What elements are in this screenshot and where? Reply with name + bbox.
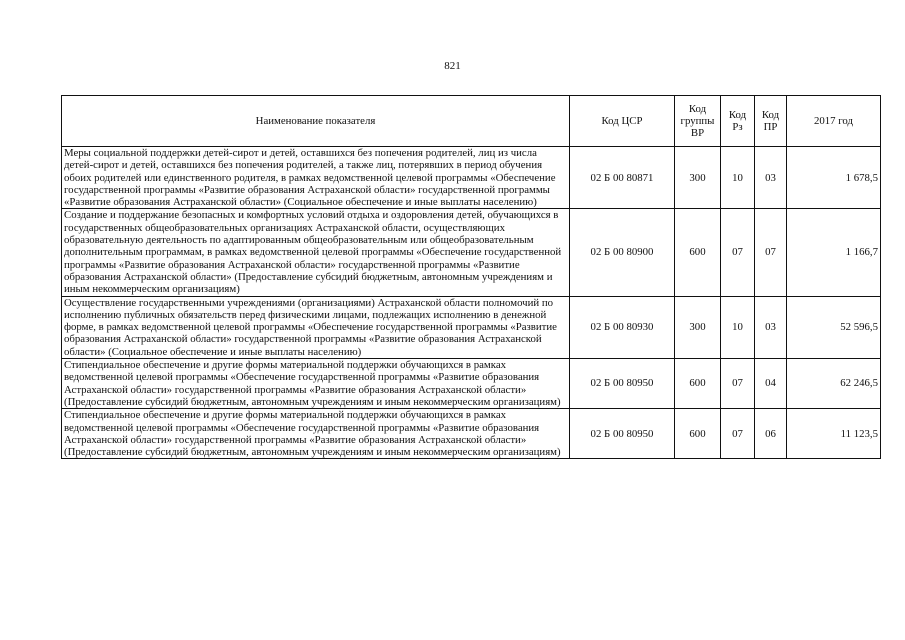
row-name: Создание и поддержание безопасных и комфортных условий отдыха и оздоровления детей, обучающихся в государственных общеобразовательных организациях Астраханской области, осуществляющих образовательную деятельность по адаптированным общеобразовательным или общеобразовательным дополнительным программам, в рамках ведомственной целевой программы «Обеспечение государственной программы «Развитие образования Астраханской области» государственной программы «Развитие образования Астраханской области» (Предоставление субсидий бюджетным, автономным учреждениям и иным некоммерческим организациям) bbox=[62, 209, 570, 296]
row-name: Меры социальной поддержки детей-сирот и детей, оставшихся без попечения родителей, лиц из числа детей-сирот и детей, оставшихся без попечения родителей, а также лиц, потерявших в период обучения обоих родителей или единственного родителя, в рамках ведомственной целевой программы «Обеспечение государственной программы «Развитие образования Астраханской области» государственной программы «Развитие образования Астраханской области» (Социальное обеспечение и иные выплаты населению) bbox=[62, 147, 570, 209]
row-rz: 10 bbox=[721, 296, 755, 358]
row-csr: 02 Б 00 80930 bbox=[570, 296, 675, 358]
row-csr: 02 Б 00 80871 bbox=[570, 147, 675, 209]
row-pr: 06 bbox=[755, 409, 787, 459]
table-row bbox=[62, 296, 881, 358]
row-rz: 07 bbox=[721, 359, 755, 409]
row-rz: 07 bbox=[721, 409, 755, 459]
row-name: Осуществление государственными учреждениями (организациями) Астраханской области полномочий по исполнению публичных обязательств перед физическими лицами, подлежащих исполнению в денежной форме, в рамках ведомственной целевой программы «Обеспечение государственной программы «Развитие образования Астраханской области» государственной программы «Развитие образования Астраханской области» (Социальное обеспечение и иные выплаты населению) bbox=[62, 296, 570, 358]
row-csr: 02 Б 00 80950 bbox=[570, 409, 675, 459]
table-row bbox=[62, 209, 881, 296]
row-csr: 02 Б 00 80950 bbox=[570, 359, 675, 409]
row-amount: 11 123,5 bbox=[787, 409, 881, 459]
header-year: 2017 год bbox=[787, 96, 881, 147]
row-amount: 1 678,5 bbox=[787, 147, 881, 209]
row-csr: 02 Б 00 80900 bbox=[570, 209, 675, 296]
row-vr: 300 bbox=[675, 296, 721, 358]
header-name: Наименование показателя bbox=[62, 96, 570, 147]
row-pr: 03 bbox=[755, 296, 787, 358]
row-vr: 300 bbox=[675, 147, 721, 209]
row-amount: 1 166,7 bbox=[787, 209, 881, 296]
row-vr: 600 bbox=[675, 359, 721, 409]
table-header-row bbox=[62, 96, 881, 147]
row-amount: 52 596,5 bbox=[787, 296, 881, 358]
header-csr: Код ЦСР bbox=[570, 96, 675, 147]
header-rz: Код Рз bbox=[721, 96, 755, 147]
row-amount: 62 246,5 bbox=[787, 359, 881, 409]
row-vr: 600 bbox=[675, 209, 721, 296]
row-pr: 04 bbox=[755, 359, 787, 409]
table-row bbox=[62, 409, 881, 459]
budget-table bbox=[61, 95, 881, 459]
row-name: Стипендиальное обеспечение и другие формы материальной поддержки обучающихся в рамках ведомственной целевой программы «Обеспечение государственной программы «Развитие образования Астраханской области» государственной программы «Развитие образования Астраханской области» (Предоставление субсидий бюджетным, автономным учреждениям и иным некоммерческим организациям) bbox=[62, 359, 570, 409]
row-pr: 03 bbox=[755, 147, 787, 209]
table-row bbox=[62, 147, 881, 209]
page-number: 821 bbox=[444, 60, 461, 72]
row-vr: 600 bbox=[675, 409, 721, 459]
header-pr: Код ПР bbox=[755, 96, 787, 147]
row-rz: 07 bbox=[721, 209, 755, 296]
row-pr: 07 bbox=[755, 209, 787, 296]
row-rz: 10 bbox=[721, 147, 755, 209]
table-row bbox=[62, 359, 881, 409]
row-name: Стипендиальное обеспечение и другие формы материальной поддержки обучающихся в рамках ведомственной целевой программы «Обеспечение государственной программы «Развитие образования Астраханской области» государственной программы «Развитие образования Астраханской области» (Предоставление субсидий бюджетным, автономным учреждениям и иным некоммерческим организациям) bbox=[62, 409, 570, 459]
header-vr: Код группы ВР bbox=[675, 96, 721, 147]
